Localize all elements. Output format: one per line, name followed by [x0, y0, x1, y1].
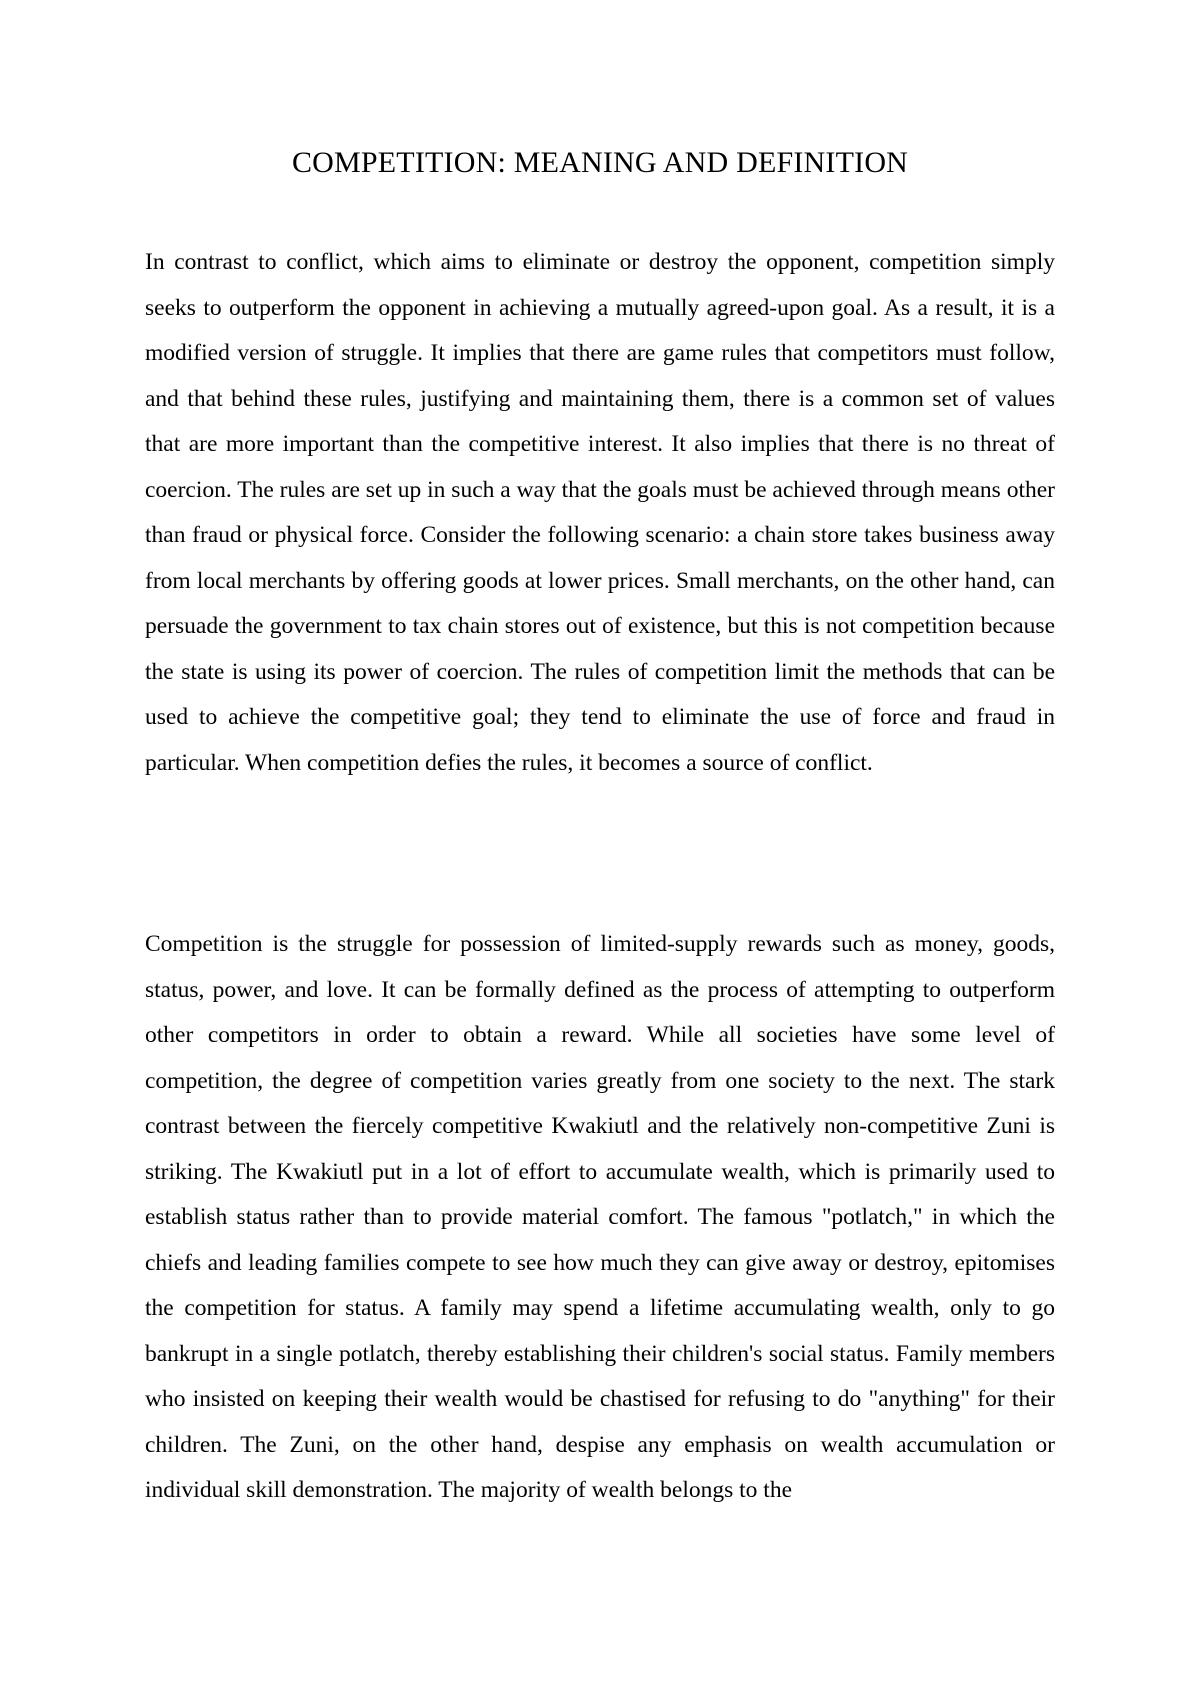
- page-title: COMPETITION: MEANING AND DEFINITION: [291, 146, 909, 179]
- paragraph-1: In contrast to conflict, which aims to eliminate or destroy the opponent, competition simply seeks to outperform the opponent in achieving a mutually agreed-upon goal. As a result, it is a modified version of struggle. It implies that there are game rules that competitors must follow, and that behind these rules, justifying and maintaining them, there is a common set of values that are more important than the competitive interest. It also implies that there is no threat of coercion. The rules are set up in such a way that the goals must be achieved through means other than fraud or physical force. Consider the following scenario: a chain store takes business away from local merchants by offering goods at lower prices. Small merchants, on the other hand, can persuade the government to tax chain stores out of existence, but this is not competition because the state is using its power of coercion. The rules of competition limit the methods that can be used to achieve the competitive goal; they tend to eliminate the use of force and fraud in particular. When competition defies the rules, it becomes a source of conflict.: [145, 249, 1055, 776]
- paragraph-2: Competition is the struggle for possession of limited-supply rewards such as money, goods, status, power, and love. It can be formally defined as the process of attempting to outperform other competitors in order to obtain a reward. While all societies have some level of competition, the degree of competition varies greatly from one society to the next. The stark contrast between the fiercely competitive Kwakiutl and the relatively non-competitive Zuni is striking. The Kwakiutl put in a lot of effort to accumulate wealth, which is primarily used to establish status rather than to provide material comfort. The famous "potlatch," in which the chiefs and leading families compete to see how much they can give away or destroy, epitomises the competition for status. A family may spend a lifetime accumulating wealth, only to go bankrupt in a single potlatch, thereby establishing their children's social status. Family members who insisted on keeping their wealth would be chastised for refusing to do "anything" for their children. The Zuni, on the other hand, despise any emphasis on wealth accumulation or individual skill demonstration. The majority of wealth belongs to the: [145, 931, 1055, 1503]
